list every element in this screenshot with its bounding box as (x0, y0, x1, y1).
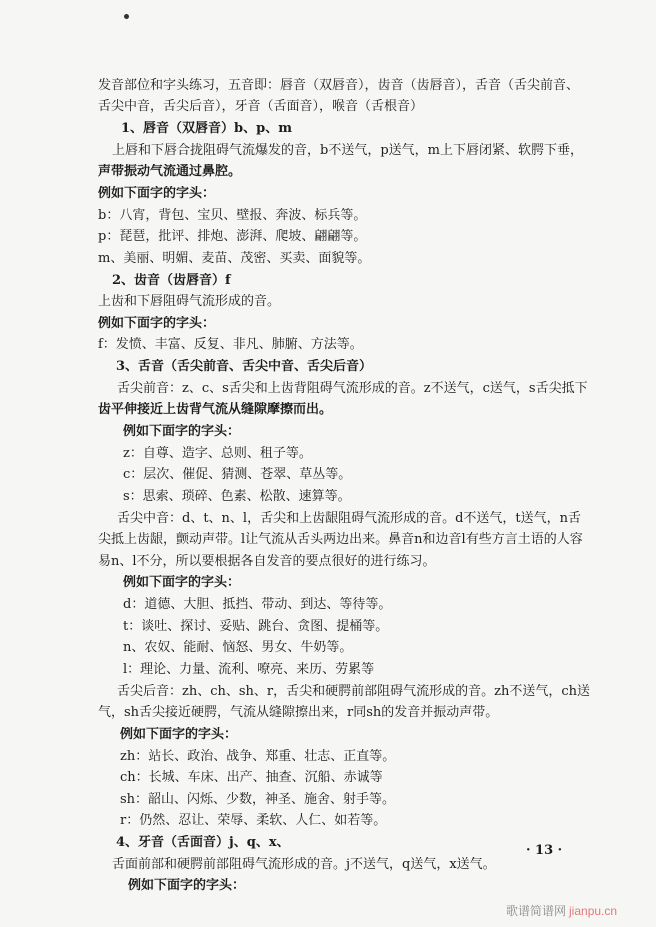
example-heading: 例如下面字的字头： (128, 878, 246, 893)
text-line: 舌尖后音：zh、ch、sh、r，舌尖和硬腭前部阻碍气流形成的音。zh不送气，ch送 (117, 684, 591, 699)
example-line: r：仍然、忍让、荣辱、柔软、人仁、如若等。 (120, 813, 387, 828)
text-line: 发音部位和字头练习，五音即：唇音（双唇音），齿音（齿唇音），舌音（舌尖前音、 (98, 78, 580, 93)
example-line: n、农奴、能耐、恼怒、男女、牛奶等。 (123, 640, 353, 655)
example-line: ch：长城、车床、出产、抽查、沉船、赤诚等 (120, 770, 383, 785)
example-line: f：发愤、丰富、反复、非凡、肺腑、方法等。 (98, 337, 363, 352)
text-line: 上齿和下唇阻碍气流形成的音。 (98, 294, 281, 309)
text-line: 舌面前部和硬腭前部阻碍气流形成的音。j不送气，q送气，x送气。 (112, 857, 496, 872)
example-line: d：道德、大胆、抵挡、带动、到达、等待等。 (123, 597, 392, 612)
example-heading: 例如下面字的字头： (123, 575, 241, 590)
section-heading: 3、舌音（舌尖前音、舌尖中音、舌尖后音） (116, 359, 373, 374)
text-line: 舌尖前音：z、c、s舌尖和上齿背阻碍气流形成的音。z不送气，c送气，s舌尖抵下 (117, 381, 588, 396)
example-line: m、美丽、明媚、麦苗、茂密、买卖、面貌等。 (98, 251, 371, 266)
example-line: z：自尊、造字、总则、租子等。 (123, 446, 312, 461)
example-line: p：琵琶，批评、排炮、澎湃、爬坡、翩翩等。 (98, 229, 367, 244)
example-heading: 例如下面字的字头： (123, 424, 241, 439)
example-heading: 例如下面字的字头： (120, 727, 238, 742)
example-heading: 例如下面字的字头： (98, 316, 216, 331)
text-line: 齿平伸接近上齿背气流从缝隙摩擦而出。 (98, 402, 333, 417)
section-heading: 1、唇音（双唇音）b、p、m (121, 121, 292, 136)
example-line: s：思索、琐碎、色素、松散、速算等。 (123, 489, 351, 504)
example-line: c：层次、催促、猜测、苍翠、草丛等。 (123, 467, 352, 482)
scan-speck (124, 14, 129, 19)
section-heading: 2、齿音（齿唇音）f (112, 273, 231, 288)
example-line: t：谈吐、探讨、妥贴、跳台、贪图、提桶等。 (123, 619, 389, 634)
example-line: zh：站长、政治、战争、郑重、壮志、正直等。 (120, 749, 396, 764)
watermark-site: jianpu.cn (569, 904, 618, 918)
page-number: · 13 · (526, 843, 563, 858)
text-line: 气，sh舌尖接近硬腭，气流从缝隙擦出来，r同sh的发音并振动声带。 (98, 705, 499, 720)
text-line: 声带振动气流通过鼻腔。 (98, 164, 242, 179)
watermark-text: 歌谱简谱网 (506, 904, 567, 918)
text-line: 尖抵上齿龈，颤动声带。l让气流从舌头两边出来。鼻音n和边音l有些方言土语的人容 (98, 532, 583, 547)
watermark (506, 902, 617, 919)
text-line: 舌尖中音，舌尖后音），牙音（舌面音），喉音（舌根音） (98, 99, 424, 114)
text-line: 舌尖中音：d、t、n、l，舌尖和上齿龈阻碍气流形成的音。d不送气，t送气，n舌 (117, 511, 581, 526)
example-line: b：八宵，背包、宝贝、壁报、奔波、标兵等。 (98, 208, 367, 223)
text-line: 易n、l不分，所以要根据各自发音的要点很好的进行练习。 (98, 554, 436, 569)
section-heading: 4、牙音（舌面音）j、q、x、 (116, 835, 290, 850)
example-line: sh：韶山、闪烁、少数，神圣、施舍、射手等。 (120, 792, 396, 807)
example-line: l：理论、力量、流利、嘹亮、来历、劳累等 (123, 662, 375, 677)
text-line: 上唇和下唇合拢阻碍气流爆发的音，b不送气，p送气，m上下唇闭紧、软腭下垂， (112, 143, 583, 158)
example-heading: 例如下面字的字头： (98, 186, 216, 201)
